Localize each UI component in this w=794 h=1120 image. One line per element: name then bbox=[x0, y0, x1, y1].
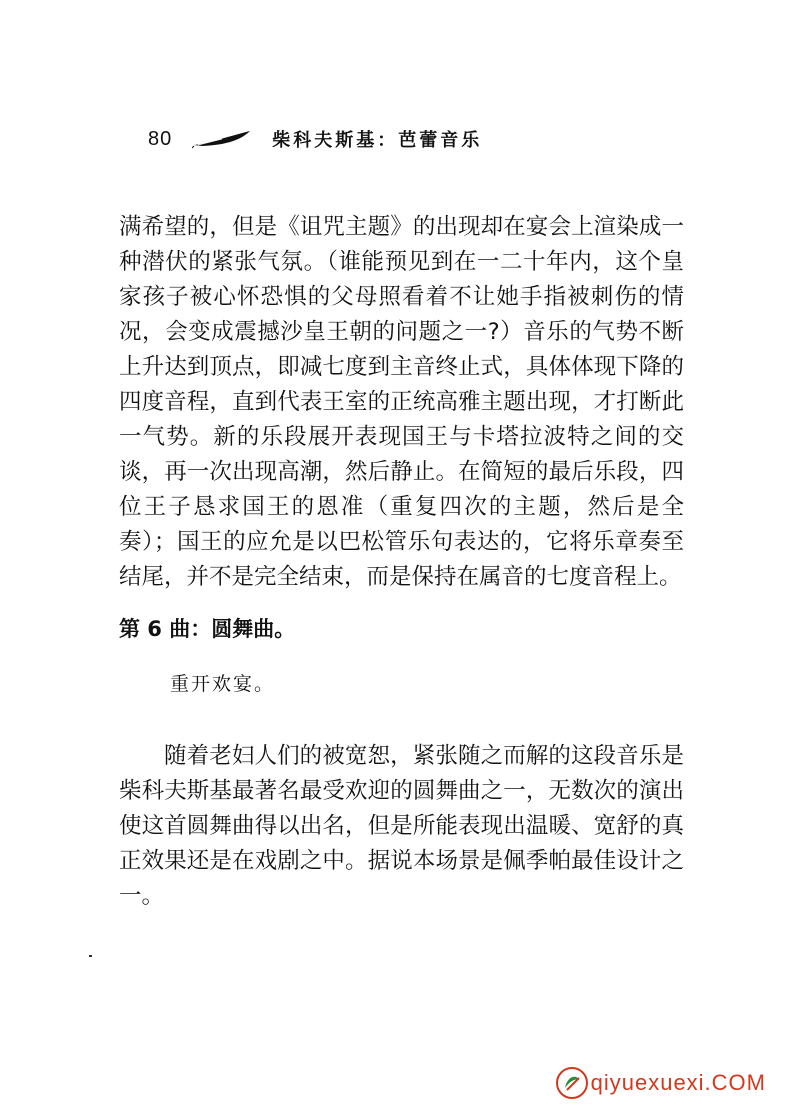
page-number: 80 bbox=[148, 127, 173, 150]
page-header bbox=[148, 124, 482, 154]
feather-ornament-icon bbox=[192, 129, 252, 149]
body-paragraph: 随着老妇人们的被宽恕，紧张随之而解的这段音乐是柴科夫斯基最著名最受欢迎的圆舞曲之一，无数次的演出使这首圆舞曲得以出名，但是所能表现出温暖、宽舒的真正效果还是在戏剧之中。据说本场景是佩季帕最佳设计之一。 bbox=[119, 743, 684, 909]
watermark-text: qiyuexuexi.COM bbox=[590, 1070, 766, 1095]
page-body bbox=[119, 210, 684, 914]
running-title: 柴科夫斯基：芭蕾音乐 bbox=[272, 130, 483, 151]
watermark bbox=[555, 1066, 766, 1100]
section-subtitle: 重开欢宴。 bbox=[170, 673, 276, 695]
stray-mark bbox=[89, 955, 92, 957]
watermark-logo-icon bbox=[555, 1066, 589, 1100]
section-heading: 第 6 曲：圆舞曲。 bbox=[119, 617, 296, 641]
body-paragraph: 满希望的，但是《诅咒主题》的出现却在宴会上渲染成一种潜伏的紧张气氛。（谁能预见到在一二十年内，这个皇家孩子被心怀恐惧的父母照看着不让她手指被刺伤的情况，会变成震撼沙皇王朝的问题之一?）音乐的气势不断上升达到顶点，即减七度到主音终止式，具体体现下降的四度音程，直到代表王室的正统高雅主题出现，才打断此一气势。新的乐段展开表现国王与卡塔拉波特之间的交谈，再一次出现高潮，然后静止。在简短的最后乐段，四位王子恳求国王的恩准（重复四次的主题，然后是全奏）；国王的应允是以巴松管乐句表达的，它将乐章奏至结尾，并不是完全结束，而是保持在属音的七度音程上。 bbox=[119, 214, 684, 590]
